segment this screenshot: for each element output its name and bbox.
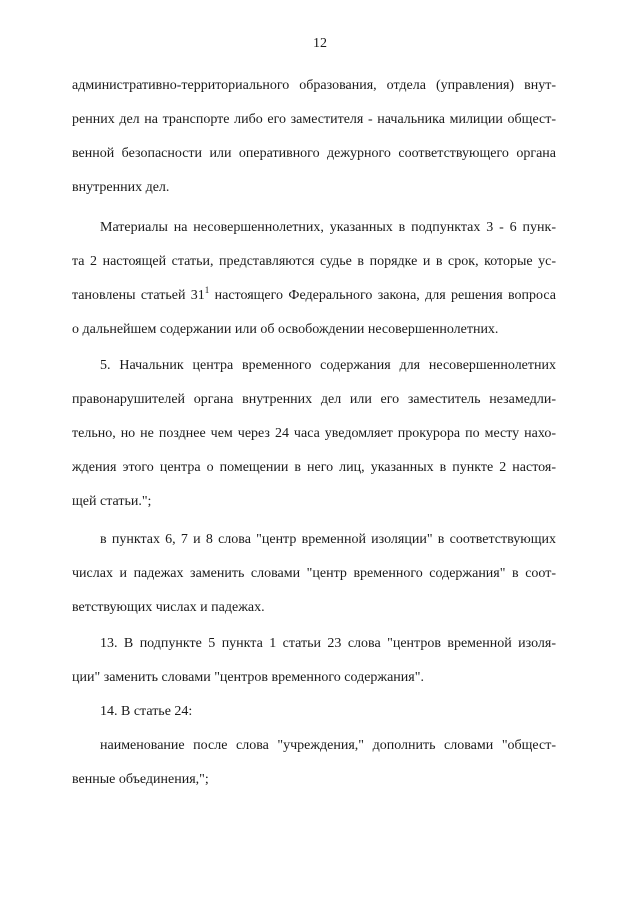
text-line: венной безопасности или оперативного дежурного соответствующего органа (72, 146, 556, 161)
text-line (72, 287, 556, 305)
text-line: та 2 настоящей статьи, представляются судье в порядке и в срок, которые ус- (72, 254, 556, 269)
text-line: правонарушителей органа внутренних дел или его заместитель незамедли- (72, 392, 556, 407)
text-line: 13. В подпункте 5 пункта 1 статьи 23 слова "центров временной изоля- (100, 636, 556, 651)
text-line: административно-территориального образования, отдела (управления) внут- (72, 78, 556, 93)
text-line: наименование после слова "учреждения," дополнить словами "общест- (100, 738, 556, 753)
text-line: о дальнейшем содержании или об освобождении несовершеннолетних. (72, 322, 499, 337)
text-line: Материалы на несовершеннолетних, указанных в подпунктах 3 - 6 пунк- (100, 220, 556, 235)
text-line: 5. Начальник центра временного содержания для несовершеннолетних (100, 358, 556, 373)
text-line: ции" заменить словами "центров временного содержания". (72, 670, 424, 685)
text-line: в пунктах 6, 7 и 8 слова "центр временной изоляции" в соответствующих (100, 532, 556, 547)
page-number: 12 (313, 36, 327, 51)
text-fragment: тановлены статьей 31 (72, 288, 205, 303)
text-fragment: настоящего Федерального закона, для решения вопроса (209, 288, 556, 303)
text-line: внутренних дел. (72, 180, 170, 195)
text-line: ждения этого центра о помещении в него лиц, указанных в пункте 2 настоя- (72, 460, 556, 475)
text-line: ренних дел на транспорте либо его заместителя - начальника милиции общест- (72, 112, 556, 127)
text-line: венные объединения,"; (72, 772, 209, 787)
text-line: 14. В статье 24: (100, 704, 193, 719)
text-line: щей статьи."; (72, 494, 152, 509)
text-line: ветствующих числах и падежах. (72, 600, 265, 615)
superscript: 1 (204, 285, 210, 295)
text-line: числах и падежах заменить словами "центр временного содержания" в соот- (72, 566, 556, 581)
text-line: тельно, но не позднее чем через 24 часа уведомляет прокурора по месту нахо- (72, 426, 556, 441)
